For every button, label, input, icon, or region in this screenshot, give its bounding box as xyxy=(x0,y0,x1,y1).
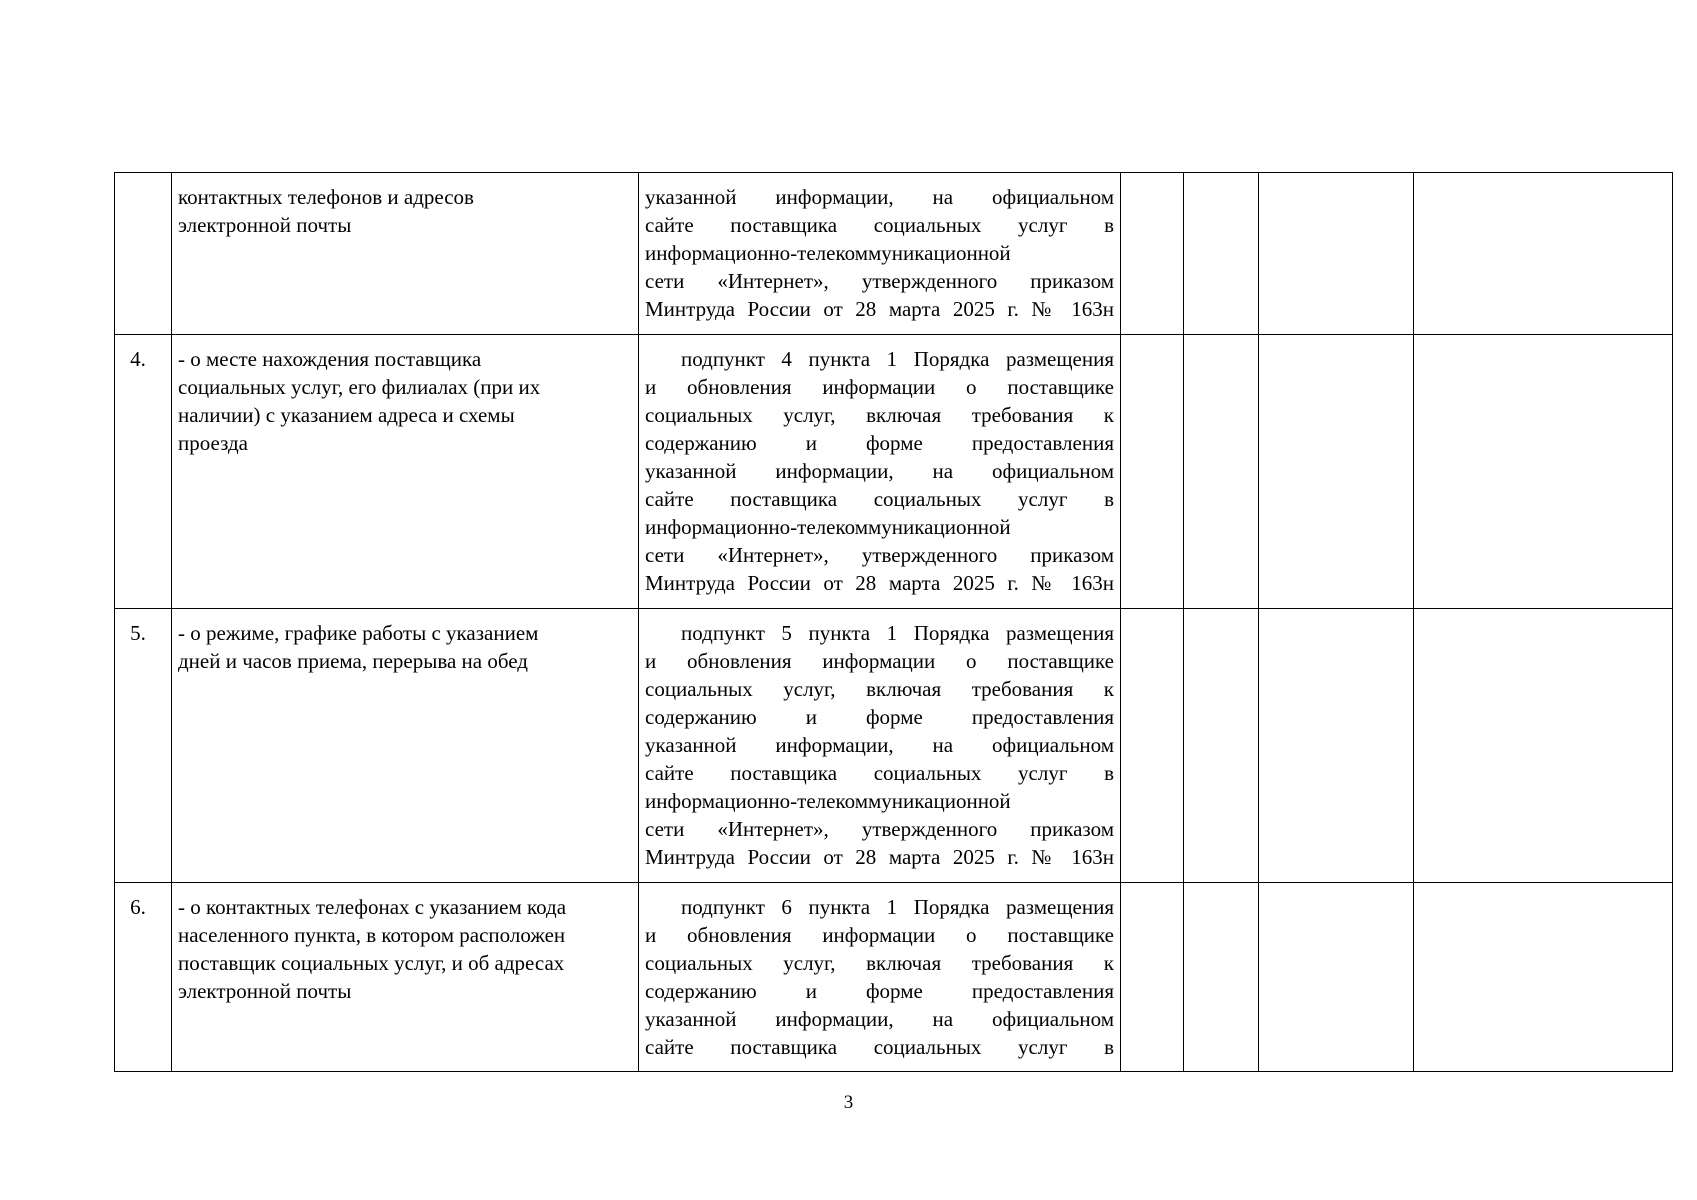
description-line: - о контактных телефонах с указанием кода xyxy=(178,895,567,919)
page-number: 3 xyxy=(843,1092,854,1113)
description-line: проезда xyxy=(178,431,248,455)
legal-basis-line: указанной информации, на официальном xyxy=(645,733,1114,757)
empty-cell xyxy=(1414,335,1673,609)
row-description xyxy=(172,173,639,335)
legal-basis-line: социальных услуг, включая требования к xyxy=(645,951,1114,975)
legal-basis-line: и обновления информации о поставщике xyxy=(645,923,1114,947)
description-line: электронной почты xyxy=(178,213,352,237)
legal-basis-line: указанной информации, на официальном xyxy=(645,1007,1114,1031)
description-line: населенного пункта, в котором расположен xyxy=(178,923,566,947)
legal-basis-line: подпункт 5 пункта 1 Порядка размещения xyxy=(681,621,1114,645)
empty-cell xyxy=(1121,883,1184,1072)
row-legal-basis xyxy=(639,883,1121,1072)
legal-basis-line: содержанию и форме предоставления xyxy=(645,705,1114,729)
empty-cell xyxy=(1184,609,1259,883)
empty-cell xyxy=(1259,173,1414,335)
legal-basis-line: сайте поставщика социальных услуг в xyxy=(645,487,1114,511)
legal-basis-line: подпункт 6 пункта 1 Порядка размещения xyxy=(681,895,1114,919)
empty-cell xyxy=(1184,883,1259,1072)
empty-cell xyxy=(1259,609,1414,883)
empty-cell xyxy=(1414,173,1673,335)
description-line: поставщик социальных услуг, и об адресах xyxy=(178,951,565,975)
legal-basis-line: и обновления информации о поставщике xyxy=(645,375,1114,399)
empty-cell xyxy=(1414,609,1673,883)
empty-cell xyxy=(1184,335,1259,609)
row-legal-basis xyxy=(639,609,1121,883)
empty-cell xyxy=(1121,335,1184,609)
legal-basis-line: сети «Интернет», утвержденного приказом xyxy=(645,543,1114,567)
description-line: наличии) с указанием адреса и схемы xyxy=(178,403,515,427)
legal-basis-line: Минтруда России от 28 марта 2025 г. № 163н xyxy=(645,297,1114,321)
description-line: контактных телефонов и адресов xyxy=(178,185,474,209)
row-number xyxy=(115,173,172,335)
row-description xyxy=(172,883,639,1072)
table-row xyxy=(115,609,1673,883)
description-line: - о месте нахождения поставщика xyxy=(178,347,482,371)
row-description xyxy=(172,609,639,883)
empty-cell xyxy=(1121,173,1184,335)
description-line: электронной почты xyxy=(178,979,352,1003)
legal-basis-line: информационно-телекоммуникационной xyxy=(645,241,1011,265)
row-number: 6. xyxy=(115,883,172,1072)
legal-basis-line: указанной информации, на официальном xyxy=(645,459,1114,483)
legal-basis-line: Минтруда России от 28 марта 2025 г. № 163н xyxy=(645,571,1114,595)
description-line: дней и часов приема, перерыва на обед xyxy=(178,649,528,673)
legal-basis-line: сайте поставщика социальных услуг в xyxy=(645,1035,1114,1059)
legal-basis-line: Минтруда России от 28 марта 2025 г. № 163н xyxy=(645,845,1114,869)
legal-basis-line: содержанию и форме предоставления xyxy=(645,431,1114,455)
legal-basis-line: сайте поставщика социальных услуг в xyxy=(645,761,1114,785)
row-number: 4. xyxy=(115,335,172,609)
legal-basis-line: социальных услуг, включая требования к xyxy=(645,677,1114,701)
row-legal-basis xyxy=(639,173,1121,335)
legal-basis-line: информационно-телекоммуникационной xyxy=(645,789,1011,813)
row-legal-basis xyxy=(639,335,1121,609)
legal-basis-line: и обновления информации о поставщике xyxy=(645,649,1114,673)
empty-cell xyxy=(1259,883,1414,1072)
row-description xyxy=(172,335,639,609)
legal-basis-line: подпункт 4 пункта 1 Порядка размещения xyxy=(681,347,1114,371)
row-number: 5. xyxy=(115,609,172,883)
legal-basis-line: содержанию и форме предоставления xyxy=(645,979,1114,1003)
legal-basis-line: социальных услуг, включая требования к xyxy=(645,403,1114,427)
empty-cell xyxy=(1259,335,1414,609)
description-line: - о режиме, графике работы с указанием xyxy=(178,621,539,645)
legal-basis-line: сети «Интернет», утвержденного приказом xyxy=(645,269,1114,293)
legal-basis-line: указанной информации, на официальном xyxy=(645,185,1114,209)
legal-basis-line: сайте поставщика социальных услуг в xyxy=(645,213,1114,237)
empty-cell xyxy=(1121,609,1184,883)
legal-basis-line: сети «Интернет», утвержденного приказом xyxy=(645,817,1114,841)
description-line: социальных услуг, его филиалах (при их xyxy=(178,375,541,399)
table-row xyxy=(115,173,1673,335)
empty-cell xyxy=(1414,883,1673,1072)
table-row xyxy=(115,335,1673,609)
table-row xyxy=(115,883,1673,1072)
requirements-table xyxy=(114,172,1673,1072)
empty-cell xyxy=(1184,173,1259,335)
legal-basis-line: информационно-телекоммуникационной xyxy=(645,515,1011,539)
table-body xyxy=(115,173,1673,1072)
